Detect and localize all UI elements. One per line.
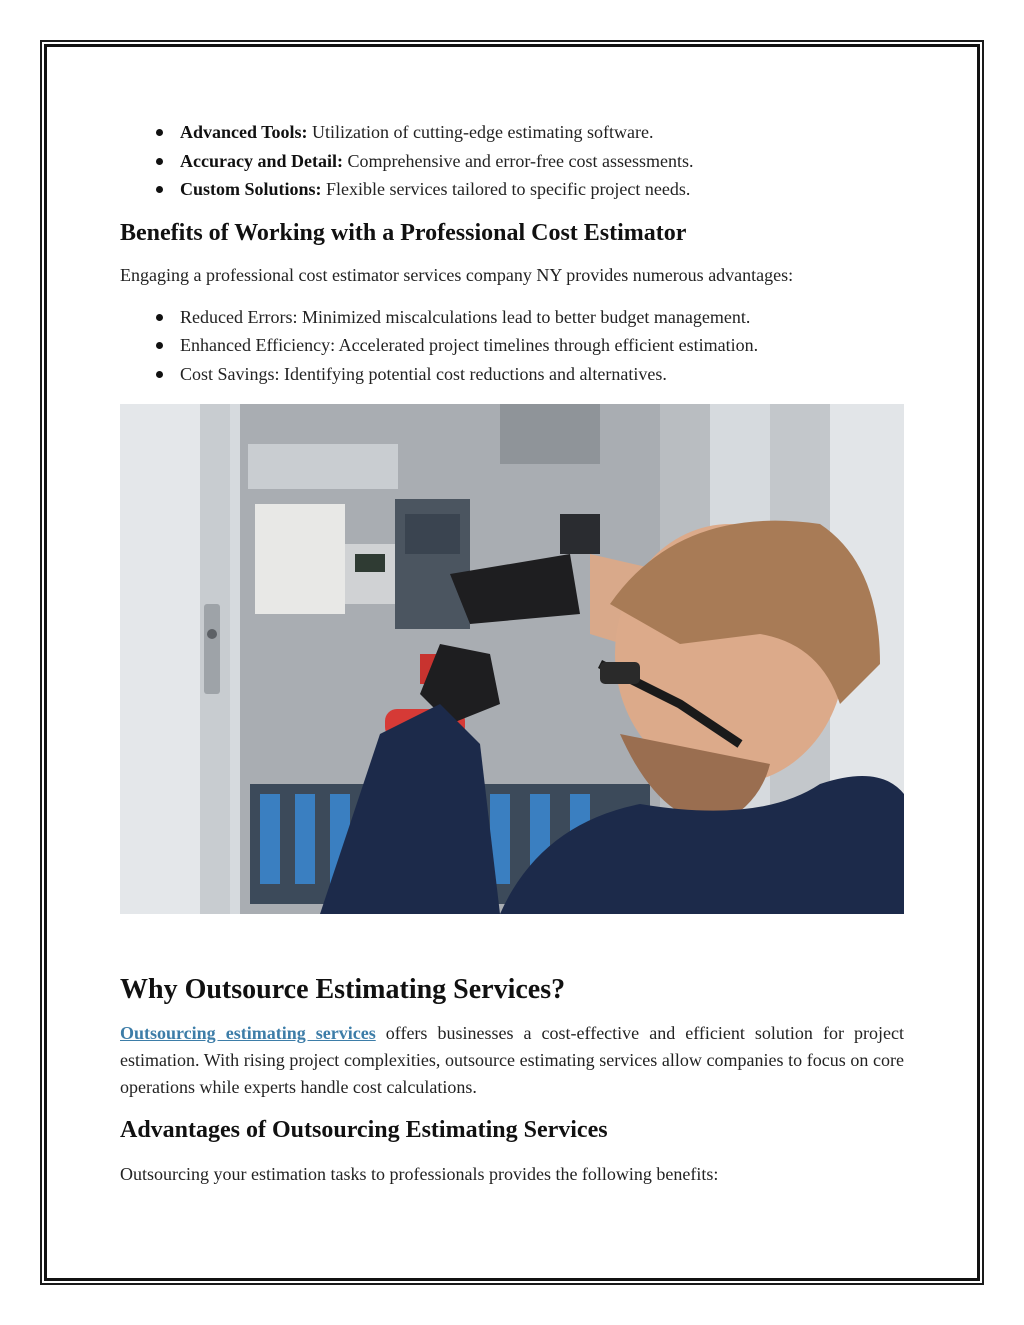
list-item: Reduced Errors: Minimized miscalculations lead to better budget management.: [120, 303, 904, 332]
list-item: Custom Solutions: Flexible services tailored to specific project needs.: [120, 175, 904, 204]
document-content: [120, 118, 904, 388]
list-item: Enhanced Efficiency: Accelerated project timelines through efficient estimation.: [120, 331, 904, 360]
list-item: Cost Savings: Identifying potential cost reductions and alternatives.: [120, 360, 904, 389]
advantages-heading: Advantages of Outsourcing Estimating Services: [120, 1117, 608, 1143]
benefits-list: [120, 303, 904, 389]
advantages-intro: Outsourcing your estimation tasks to professionals provides the following benefits:: [120, 1164, 719, 1184]
electrician-photo: [120, 404, 904, 914]
benefits-heading: Benefits of Working with a Professional Cost Estimator: [120, 219, 687, 246]
why-heading: Why Outsource Estimating Services?: [120, 974, 566, 1005]
why-paragraph: Outsourcing estimating services offers businesses a cost-effective and efficient solution for project estimation. With rising project complexities, outsource estimating services allow companies to focus on core operations while experts handle cost calculations.: [120, 1023, 904, 1097]
outsourcing-estimating-services-link[interactable]: Outsourcing estimating services: [120, 1023, 376, 1043]
why-section: [120, 972, 904, 1188]
list-item: Advanced Tools: Utilization of cutting-edge estimating software.: [120, 118, 904, 147]
benefits-intro: Engaging a professional cost estimator services company NY provides numerous advantages:: [120, 264, 794, 285]
list-item: Accuracy and Detail: Comprehensive and error-free cost assessments.: [120, 147, 904, 176]
top-bullet-list: [120, 118, 904, 204]
